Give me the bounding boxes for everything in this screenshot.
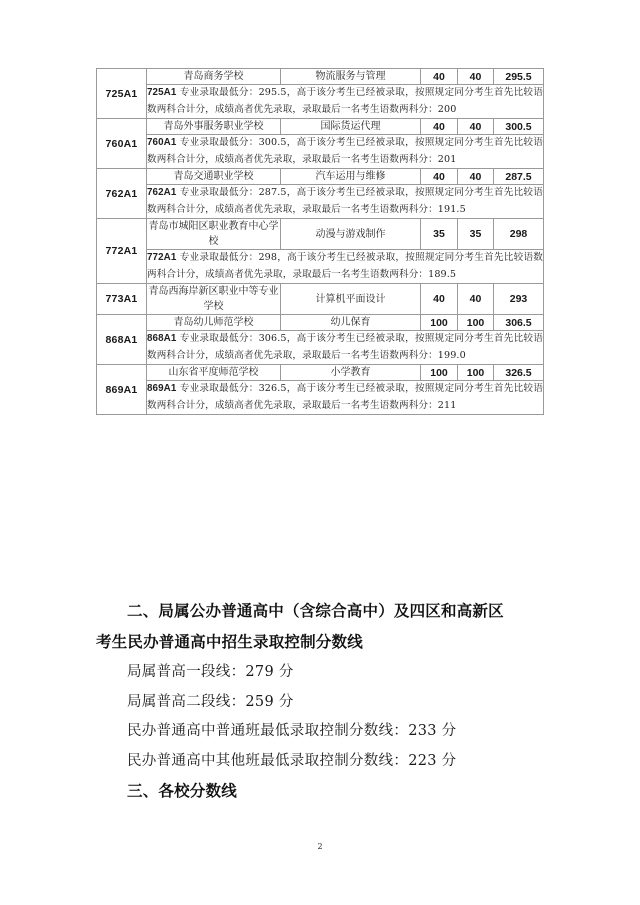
cell-plan-count: 100 <box>421 365 458 381</box>
cell-school-name: 青岛商务学校 <box>147 69 281 85</box>
cell-enrolled-count: 40 <box>458 119 494 135</box>
cell-plan-count: 35 <box>421 219 458 250</box>
cell-score-line: 306.5 <box>494 315 544 331</box>
admission-score-table <box>96 68 544 415</box>
score-line-item: 民办普通高中其他班最低录取控制分数线：223 分 <box>127 752 457 769</box>
table-note-row <box>97 85 544 119</box>
cell-plan-count: 100 <box>421 315 458 331</box>
cell-major-name: 幼儿保育 <box>281 315 421 331</box>
score-line-item: 局属普高二段线：259 分 <box>127 693 294 710</box>
note-text: 专业录取最低分：295.5，高于该分考生已经被录取，按照规定同分考生首先比较语数两科合计分，成绩高者优先录取，录取最后一名考生语数两科分：200 <box>147 87 543 115</box>
cell-enrolled-count: 35 <box>458 219 494 250</box>
section-two-score-lines <box>127 658 557 776</box>
cell-score-line: 295.5 <box>494 69 544 85</box>
cell-score-line: 298 <box>494 219 544 250</box>
cell-score-line: 287.5 <box>494 169 544 185</box>
section-three-heading <box>96 776 548 807</box>
cell-school-name: 青岛市城阳区职业教育中心学校 <box>147 219 281 250</box>
note-code: 772A1 <box>147 252 177 263</box>
cell-major-code: 762A1 <box>97 169 147 219</box>
table-row <box>97 119 544 135</box>
cell-note <box>147 135 544 169</box>
section-three-heading-line1: 三、各校分数线 <box>127 782 237 800</box>
cell-note <box>147 85 544 119</box>
table-row <box>97 169 544 185</box>
cell-enrolled-count: 40 <box>458 284 494 315</box>
score-line-item: 民办普通高中普通班最低录取控制分数线：233 分 <box>127 723 457 739</box>
cell-score-line: 293 <box>494 284 544 315</box>
cell-note <box>147 250 544 284</box>
section-two-heading-line1: 二、局属公办普通高中（含综合高中）及四区和高新区 <box>127 602 504 620</box>
cell-major-code: 760A1 <box>97 119 147 169</box>
note-text: 专业录取最低分：300.5，高于该分考生已经被录取，按照规定同分考生首先比较语数两科合计分，成绩高者优先录取，录取最后一名考生语数两科分：201 <box>147 137 543 165</box>
note-text: 专业录取最低分：298，高于该分考生已经被录取，按照规定同分考生首先比较语数两科合计分，成绩高者优先录取，录取最后一名考生语数两科分：189.5 <box>147 252 543 280</box>
cell-note <box>147 185 544 219</box>
table-body <box>97 69 544 415</box>
cell-enrolled-count: 40 <box>458 69 494 85</box>
cell-school-name: 青岛交通职业学校 <box>147 169 281 185</box>
table-note-row <box>97 381 544 415</box>
cell-major-code: 773A1 <box>97 284 147 315</box>
cell-note <box>147 331 544 365</box>
table-note-row <box>97 185 544 219</box>
cell-plan-count: 40 <box>421 284 458 315</box>
note-code: 760A1 <box>147 137 177 148</box>
cell-school-name: 青岛外事服务职业学校 <box>147 119 281 135</box>
page-number: 2 <box>317 842 323 851</box>
note-code: 868A1 <box>147 333 177 344</box>
table-row <box>97 315 544 331</box>
note-text: 专业录取最低分：306.5，高于该分考生已经被录取，按照规定同分考生首先比较语数两科合计分，成绩高者优先录取，录取最后一名考生语数两科分：199.0 <box>147 333 543 361</box>
table-note-row <box>97 250 544 284</box>
cell-score-line: 300.5 <box>494 119 544 135</box>
table-row <box>97 69 544 85</box>
cell-enrolled-count: 100 <box>458 365 494 381</box>
note-text: 专业录取最低分：287.5，高于该分考生已经被录取，按照规定同分考生首先比较语数两科合计分，成绩高者优先录取，录取最后一名考生语数两科分：191.5 <box>147 187 543 215</box>
table-note-row <box>97 135 544 169</box>
cell-major-code: 868A1 <box>97 315 147 365</box>
cell-major-name: 国际货运代理 <box>281 119 421 135</box>
cell-major-name: 计算机平面设计 <box>281 284 421 315</box>
cell-major-name: 汽车运用与维修 <box>281 169 421 185</box>
section-two-heading-line2: 考生民办普通高中招生录取控制分数线 <box>96 633 363 651</box>
cell-major-name: 动漫与游戏制作 <box>281 219 421 250</box>
table-note-row <box>97 331 544 365</box>
cell-major-code: 772A1 <box>97 219 147 284</box>
cell-school-name: 青岛幼儿师范学校 <box>147 315 281 331</box>
cell-school-name: 青岛西海岸新区职业中等专业学校 <box>147 284 281 315</box>
cell-major-name: 物流服务与管理 <box>281 69 421 85</box>
cell-major-code: 869A1 <box>97 365 147 415</box>
table-row <box>97 365 544 381</box>
table-row <box>97 284 544 315</box>
cell-enrolled-count: 100 <box>458 315 494 331</box>
score-line-item: 局属普高一段线：279 分 <box>127 664 294 680</box>
cell-enrolled-count: 40 <box>458 169 494 185</box>
cell-plan-count: 40 <box>421 169 458 185</box>
section-two-heading <box>96 596 548 658</box>
note-code: 725A1 <box>147 87 177 98</box>
cell-score-line: 326.5 <box>494 365 544 381</box>
cell-plan-count: 40 <box>421 119 458 135</box>
cell-note <box>147 381 544 415</box>
cell-plan-count: 40 <box>421 69 458 85</box>
cell-major-code: 725A1 <box>97 69 147 119</box>
cell-school-name: 山东省平度师范学校 <box>147 365 281 381</box>
note-code: 762A1 <box>147 187 177 198</box>
cell-major-name: 小学教育 <box>281 365 421 381</box>
note-text: 专业录取最低分：326.5，高于该分考生已经被录取，按照规定同分考生首先比较语数两科合计分，成绩高者优先录取，录取最后一名考生语数两科分：211 <box>147 383 543 411</box>
note-code: 869A1 <box>147 383 177 394</box>
table-row <box>97 219 544 250</box>
